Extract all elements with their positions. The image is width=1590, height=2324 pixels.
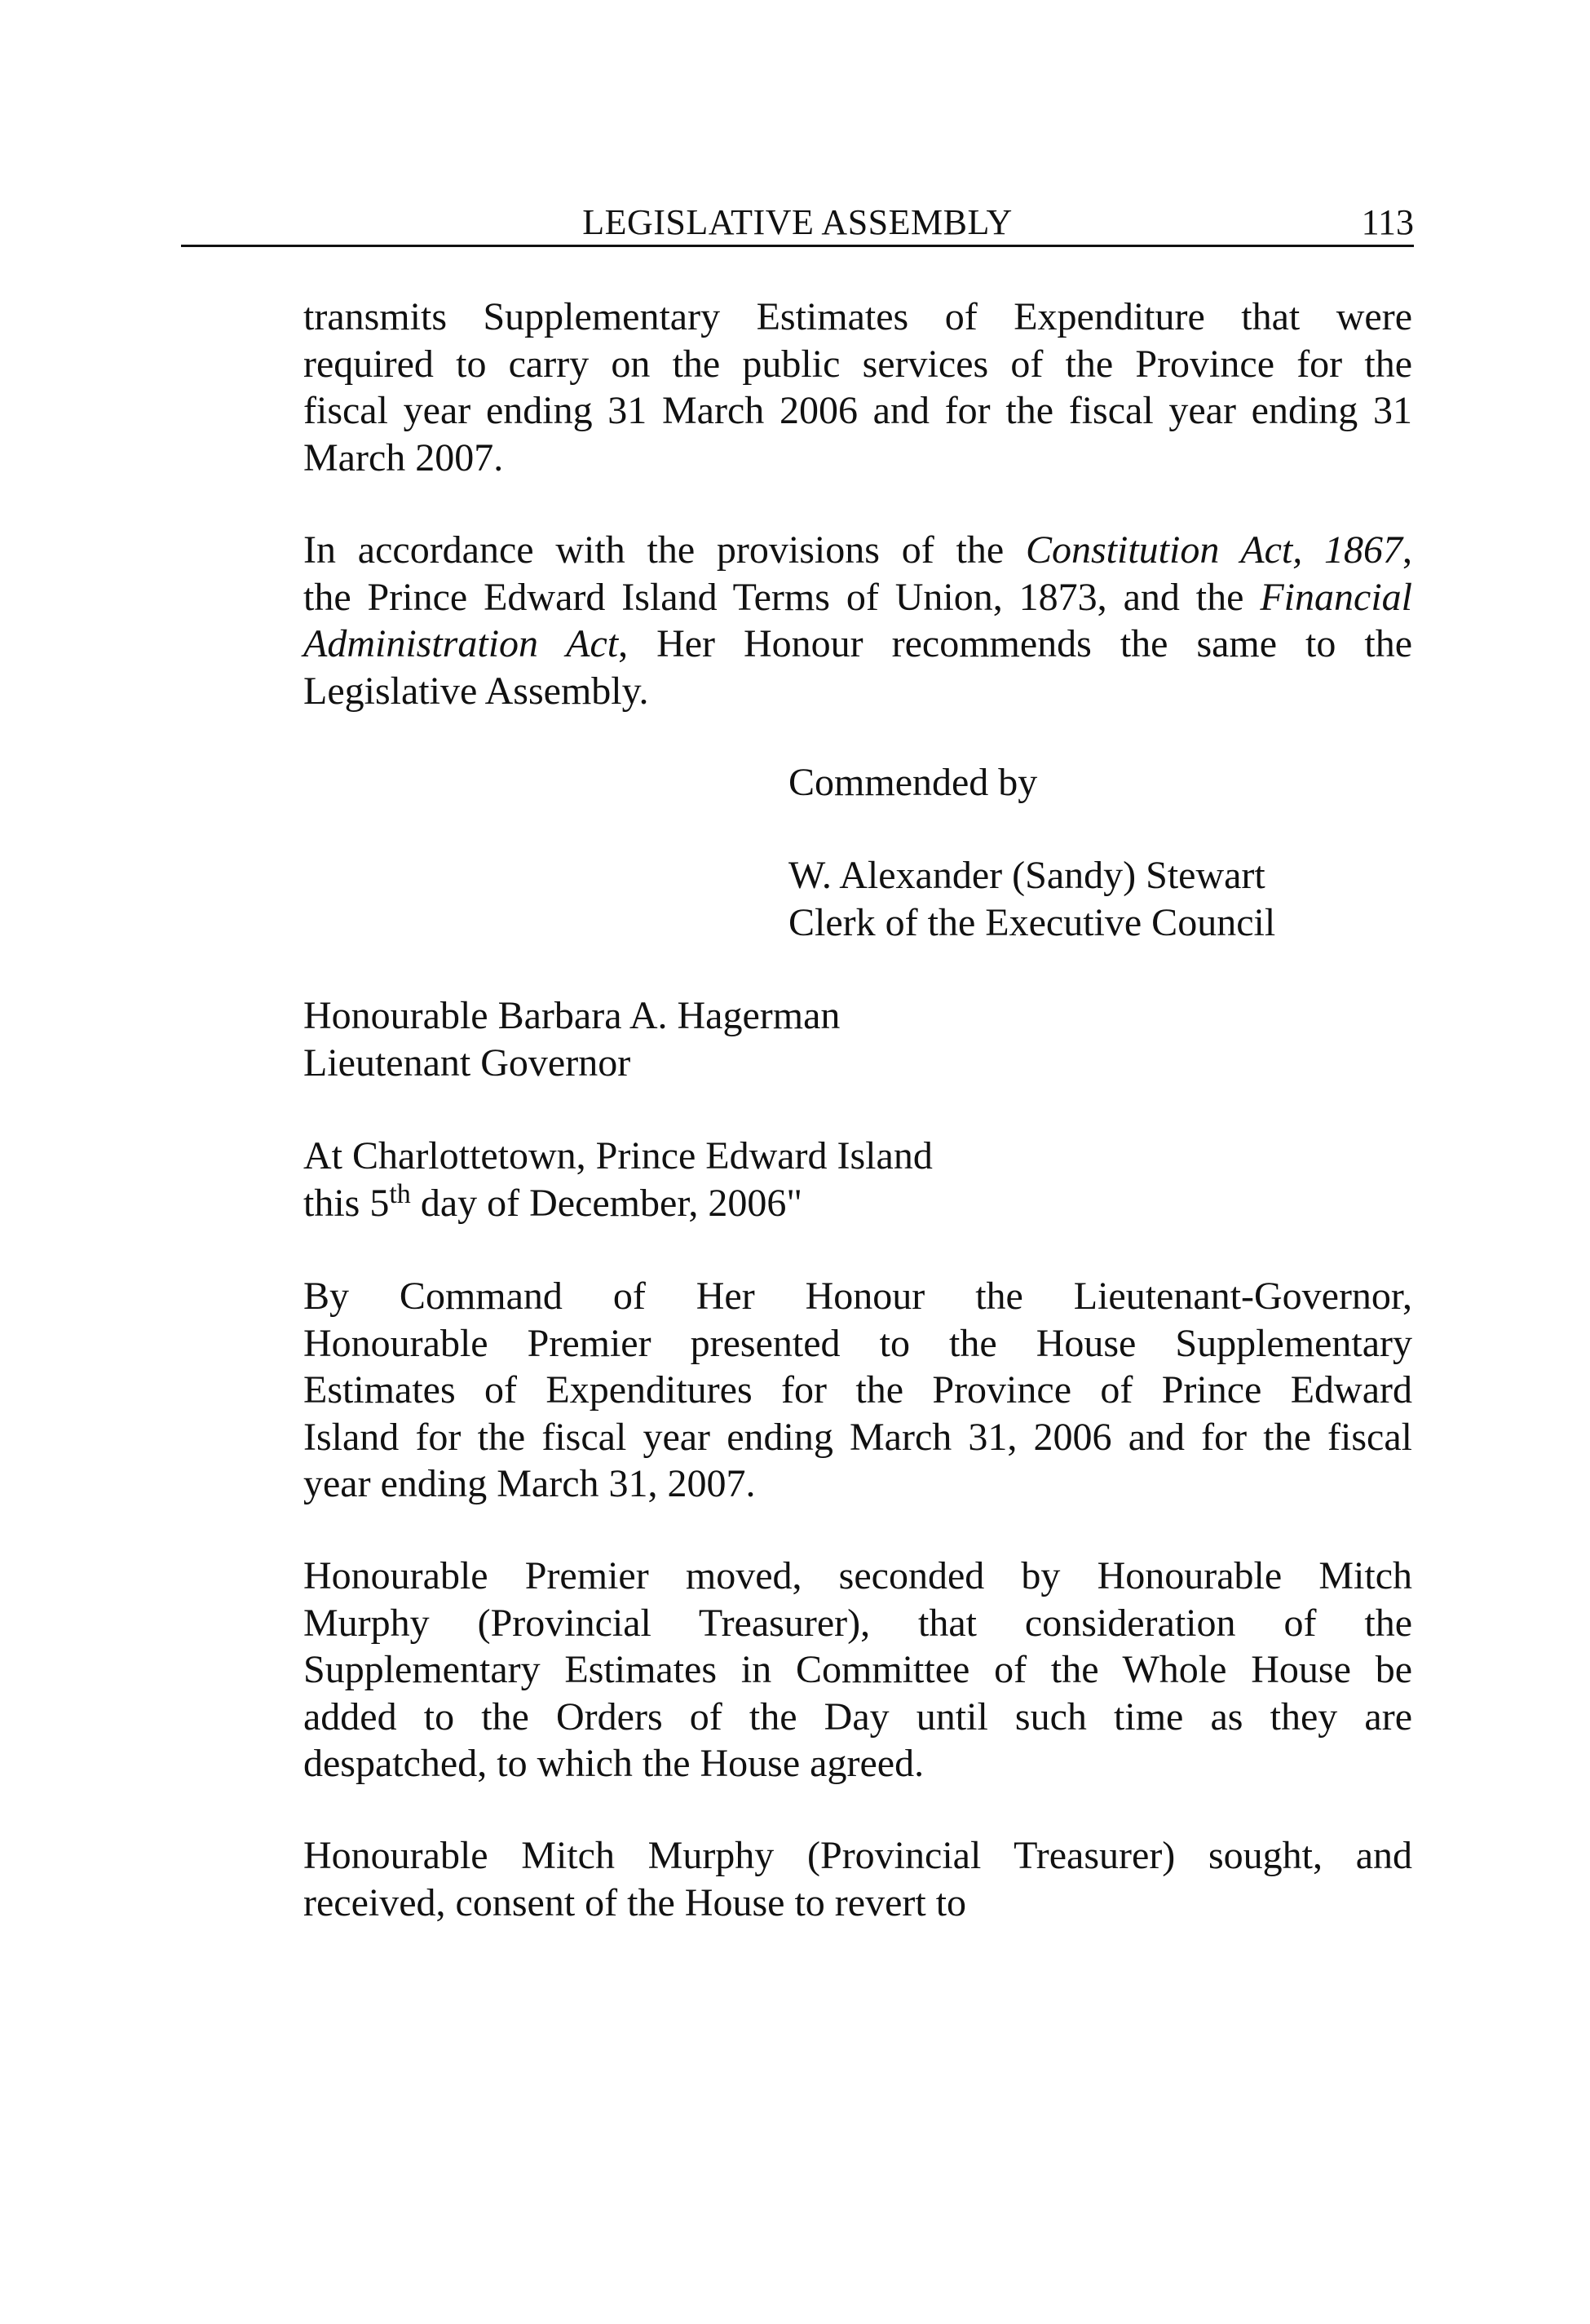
- clerk-signature-block: [788, 852, 1275, 946]
- clerk-title: Clerk of the Executive Council: [788, 900, 1276, 944]
- governor-name: Honourable Barbara A. Hagerman: [303, 994, 841, 1037]
- text-line: Supplementary Estimates in Committee of the Whole House be: [303, 1648, 1412, 1691]
- place-date-block: [303, 1133, 1412, 1226]
- governor-title: Lieutenant Governor: [303, 1040, 631, 1085]
- text-line: Honourable Premier moved, seconded by Honourable Mitch: [303, 1554, 1412, 1597]
- text-run: day of December, 2006": [410, 1181, 802, 1225]
- text-line: Commended by: [788, 761, 1038, 804]
- text-line: fiscal year ending 31 March 2006 and for the fiscal year ending 31: [303, 389, 1412, 432]
- act-title: Financial: [1260, 575, 1412, 619]
- date-line: [303, 1180, 1412, 1227]
- clerk-name: W. Alexander (Sandy) Stewart: [788, 854, 1265, 897]
- place-line: At Charlottetown, Prince Edward Island: [303, 1134, 933, 1177]
- text-line: received, consent of the House to revert to: [303, 1880, 967, 1924]
- text-line: [303, 527, 1412, 574]
- act-title: Constitution Act, 1867: [1025, 528, 1403, 572]
- paragraph-command-of-honour: [303, 1273, 1412, 1508]
- text-line: Island for the fiscal year ending March 31, 2006 and for the fiscal: [303, 1415, 1412, 1459]
- paragraph-treasurer-consent: [303, 1832, 1412, 1926]
- text-line: Estimates of Expenditures for the Province of Prince Edward: [303, 1368, 1412, 1412]
- text-line: added to the Orders of the Day until such time as they are: [303, 1694, 1412, 1739]
- running-title: LEGISLATIVE ASSEMBLY: [582, 202, 1013, 242]
- text-run: ,: [1402, 528, 1413, 572]
- text-run: In accordance with the provisions of the: [303, 528, 1026, 572]
- ordinal-suffix: th: [389, 1178, 411, 1209]
- text-line: [303, 574, 1412, 621]
- page-header: [181, 201, 1414, 247]
- paragraph-constitution-act: [303, 527, 1412, 714]
- paragraph-premier-moved: [303, 1553, 1412, 1787]
- text-run: this 5: [303, 1181, 390, 1225]
- governor-signature-block: [303, 992, 1412, 1086]
- page-number: 113: [1361, 202, 1414, 242]
- text-line: Honourable Premier presented to the House Supplementary: [303, 1321, 1412, 1365]
- text-line: March 2007.: [303, 435, 504, 479]
- text-line: transmits Supplementary Estimates of Expenditure that were: [303, 295, 1412, 338]
- text-line: By Command of Her Honour the Lieutenant-Governor,: [303, 1275, 1412, 1318]
- commended-by-label: [788, 759, 1037, 806]
- text-line: required to carry on the public services of the Province for the: [303, 342, 1412, 386]
- act-title: Administration Act: [303, 622, 619, 665]
- text-line: Legislative Assembly.: [303, 669, 649, 713]
- text-line: [303, 621, 1412, 668]
- text-line: Murphy (Provincial Treasurer), that consideration of the: [303, 1601, 1412, 1645]
- text-run: , Her Honour recommends the same to the: [618, 622, 1412, 665]
- text-line: despatched, to which the House agreed.: [303, 1742, 925, 1785]
- text-run: the Prince Edward Island Terms of Union, 1873, and the: [303, 575, 1261, 619]
- text-line: year ending March 31, 2007.: [303, 1462, 756, 1505]
- text-line: Honourable Mitch Murphy (Provincial Treasurer) sought, and: [303, 1834, 1412, 1877]
- paragraph-supplementary-estimates: [303, 294, 1412, 481]
